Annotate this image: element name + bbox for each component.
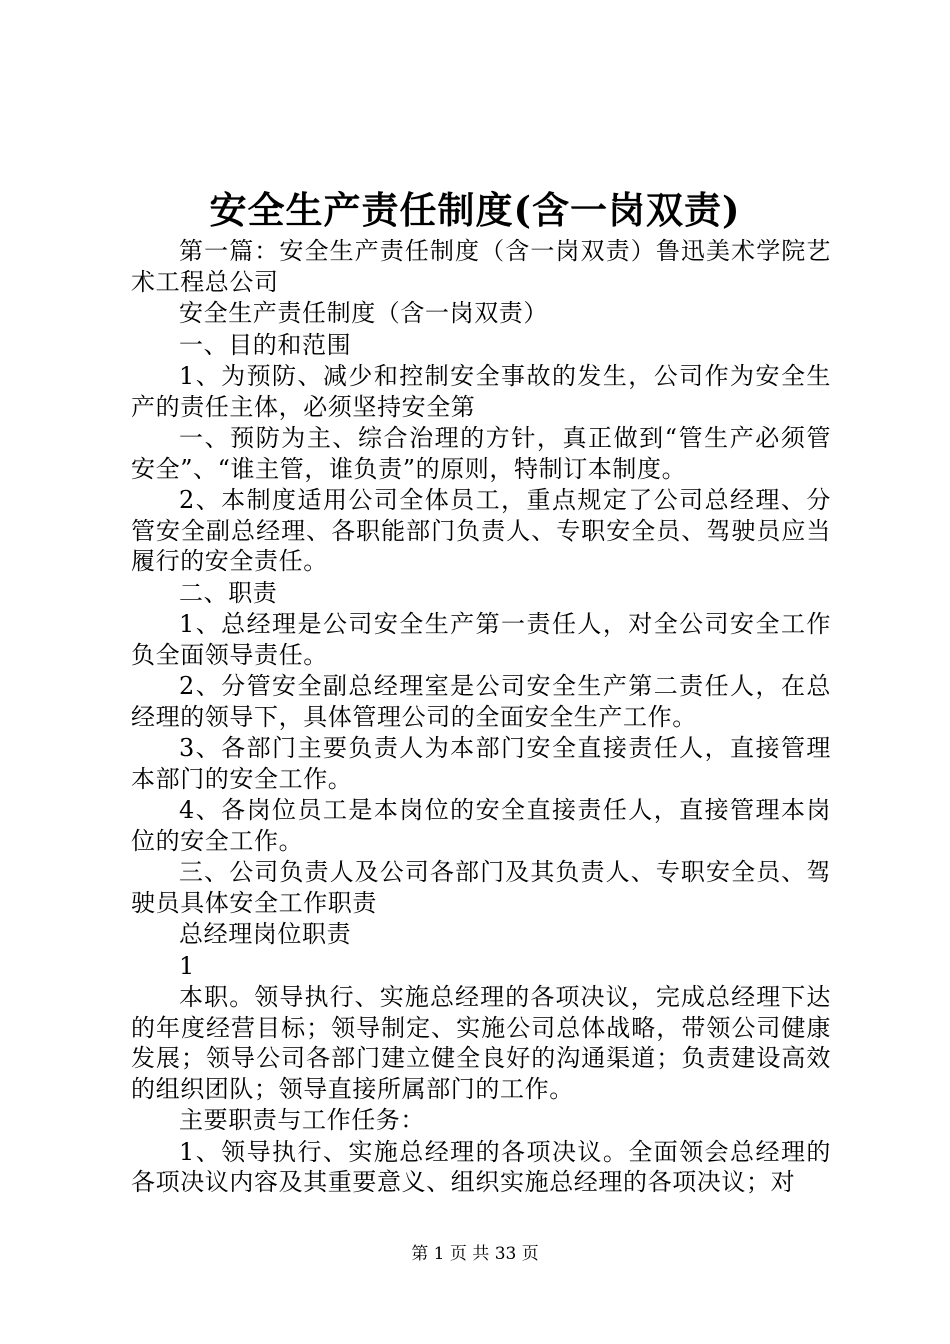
page-footer: 第 1 页 共 33 页 xyxy=(411,1244,539,1264)
paragraph: 1、领导执行、实施总经理的各项决议。全面领会总经理的各项决议内容及其重要意义、组织实施总经理的各项决议；对 xyxy=(131,1137,831,1196)
paragraph: 二、职责 xyxy=(179,578,278,607)
paragraph: 总经理岗位职责 xyxy=(179,920,352,948)
paragraph: 2、本制度适用公司全体员工，重点规定了公司总经理、分管安全副总经理、各职能部门负责人、专职安全员、驾驶员应当履行的安全责任。 xyxy=(131,486,831,575)
paragraph: 1、总经理是公司安全生产第一责任人，对全公司安全工作负全面领导责任。 xyxy=(131,610,831,669)
paragraph: 3、各部门主要负责人为本部门安全直接责任人，直接管理本部门的安全工作。 xyxy=(131,734,831,793)
paragraph: 一、目的和范围 xyxy=(179,330,352,359)
paragraph: 1 xyxy=(179,951,195,980)
paragraph: 4、各岗位员工是本岗位的安全直接责任人，直接管理本岗位的安全工作。 xyxy=(131,796,831,855)
paragraph: 2、分管安全副总经理室是公司安全生产第二责任人，在总经理的领导下，具体管理公司的全面安全生产工作。 xyxy=(131,672,831,731)
document-title: 安全生产责任制度(含一岗双责) xyxy=(209,188,741,232)
paragraph: 本职。领导执行、实施总经理的各项决议，完成总经理下达的年度经营目标；领导制定、实施公司总体战略，带领公司健康发展；领导公司各部门建立健全良好的沟通渠道；负责建设高效的组织团队；领导直接所属部门的工作。 xyxy=(131,983,831,1103)
document-body xyxy=(131,236,831,1198)
paragraph: 1、为预防、减少和控制安全事故的发生，公司作为安全生产的责任主体，必须坚持安全第 xyxy=(131,362,831,421)
paragraph: 三、公司负责人及公司各部门及其负责人、专职安全员、驾驶员具体安全工作职责 xyxy=(131,858,831,917)
paragraph: 安全生产责任制度（含一岗双责） xyxy=(179,299,548,327)
paragraph: 一、预防为主、综合治理的方针，真正做到“管生产必须管安全”、“谁主管，谁负责”的原则，特制订本制度。 xyxy=(131,424,831,483)
paragraph: 第一篇：安全生产责任制度（含一岗双责）鲁迅美术学院艺术工程总公司 xyxy=(131,237,831,296)
paragraph: 主要职责与工作任务： xyxy=(179,1106,425,1134)
